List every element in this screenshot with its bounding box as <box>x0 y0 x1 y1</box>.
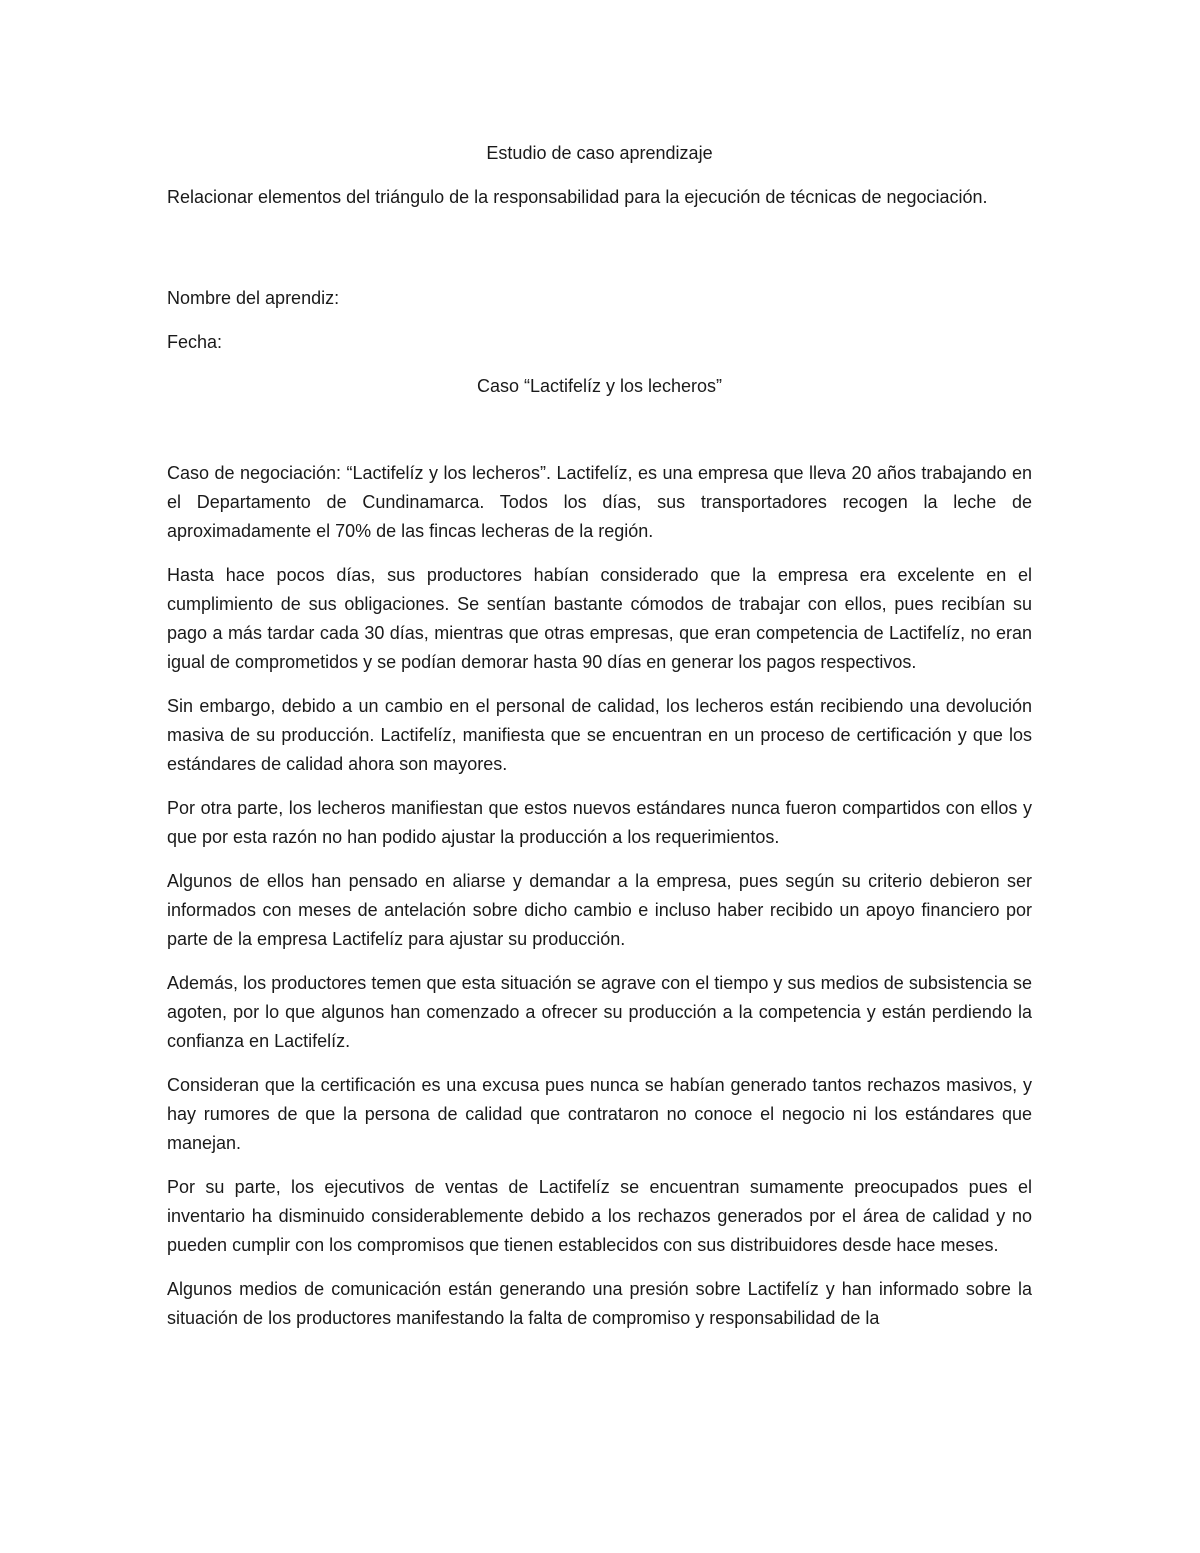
paragraph: Algunos de ellos han pensado en aliarse y demandar a la empresa, pues según su criterio debieron ser informados con meses de antelación sobre dicho cambio e incluso haber recibido un apoyo financiero por parte de la empresa Lactifelíz para ajustar su producción. <box>167 871 1032 949</box>
document-body <box>167 139 1032 1348</box>
paragraph: Algunos medios de comunicación están generando una presión sobre Lactifelíz y han informado sobre la situación de los productores manifestando la falta de compromiso y responsabilidad de la <box>167 1279 1032 1328</box>
paragraph: Hasta hace pocos días, sus productores habían considerado que la empresa era excelente en el cumplimiento de sus obligaciones. Se sentían bastante cómodos de trabajar con ellos, pues recibían su pago a más tardar cada 30 días, mientras que otras empresas, que eran competencia de Lactifelíz, no eran igual de comprometidos y se podían demorar hasta 90 días en generar los pagos respectivos. <box>167 565 1032 672</box>
document-title: Estudio de caso aprendizaje <box>486 143 713 163</box>
paragraph: Caso de negociación: “Lactifelíz y los lecheros”. Lactifelíz, es una empresa que lleva 20 años trabajando en el Departamento de Cundinamarca. Todos los días, sus transportadores recogen la leche de aproximadamente el 70% de las fincas lecheras de la región. <box>167 463 1032 541</box>
objective-text: Relacionar elementos del triángulo de la responsabilidad para la ejecución de técnicas de negociación. <box>167 187 988 207</box>
paragraph: Por otra parte, los lecheros manifiestan que estos nuevos estándares nunca fueron compartidos con ellos y que por esta razón no han podido ajustar la producción a los requerimientos. <box>167 798 1032 847</box>
case-title: Caso “Lactifelíz y los lecheros” <box>476 376 723 396</box>
paragraph: Consideran que la certificación es una excusa pues nunca se habían generado tantos rechazos masivos, y hay rumores de que la persona de calidad que contrataron no conoce el negocio ni los estándares que manejan. <box>167 1075 1032 1153</box>
paragraph: Sin embargo, debido a un cambio en el personal de calidad, los lecheros están recibiendo una devolución masiva de su producción. Lactifelíz, manifiesta que se encuentran en un proceso de certificación y que los estándares de calidad ahora son mayores. <box>167 696 1032 774</box>
paragraph: Además, los productores temen que esta situación se agrave con el tiempo y sus medios de subsistencia se agoten, por lo que algunos han comenzado a ofrecer su producción a la competencia y están perdiendo la confianza en Lactifelíz. <box>167 973 1032 1051</box>
paragraph: Por su parte, los ejecutivos de ventas de Lactifelíz se encuentran sumamente preocupados pues el inventario ha disminuido considerablemente debido a los rechazos generados por el área de calidad y no pueden cumplir con los compromisos que tienen establecidos con sus distribuidores desde hace meses. <box>167 1177 1032 1255</box>
date-label: Fecha: <box>167 332 223 352</box>
name-label: Nombre del aprendiz: <box>167 288 340 308</box>
